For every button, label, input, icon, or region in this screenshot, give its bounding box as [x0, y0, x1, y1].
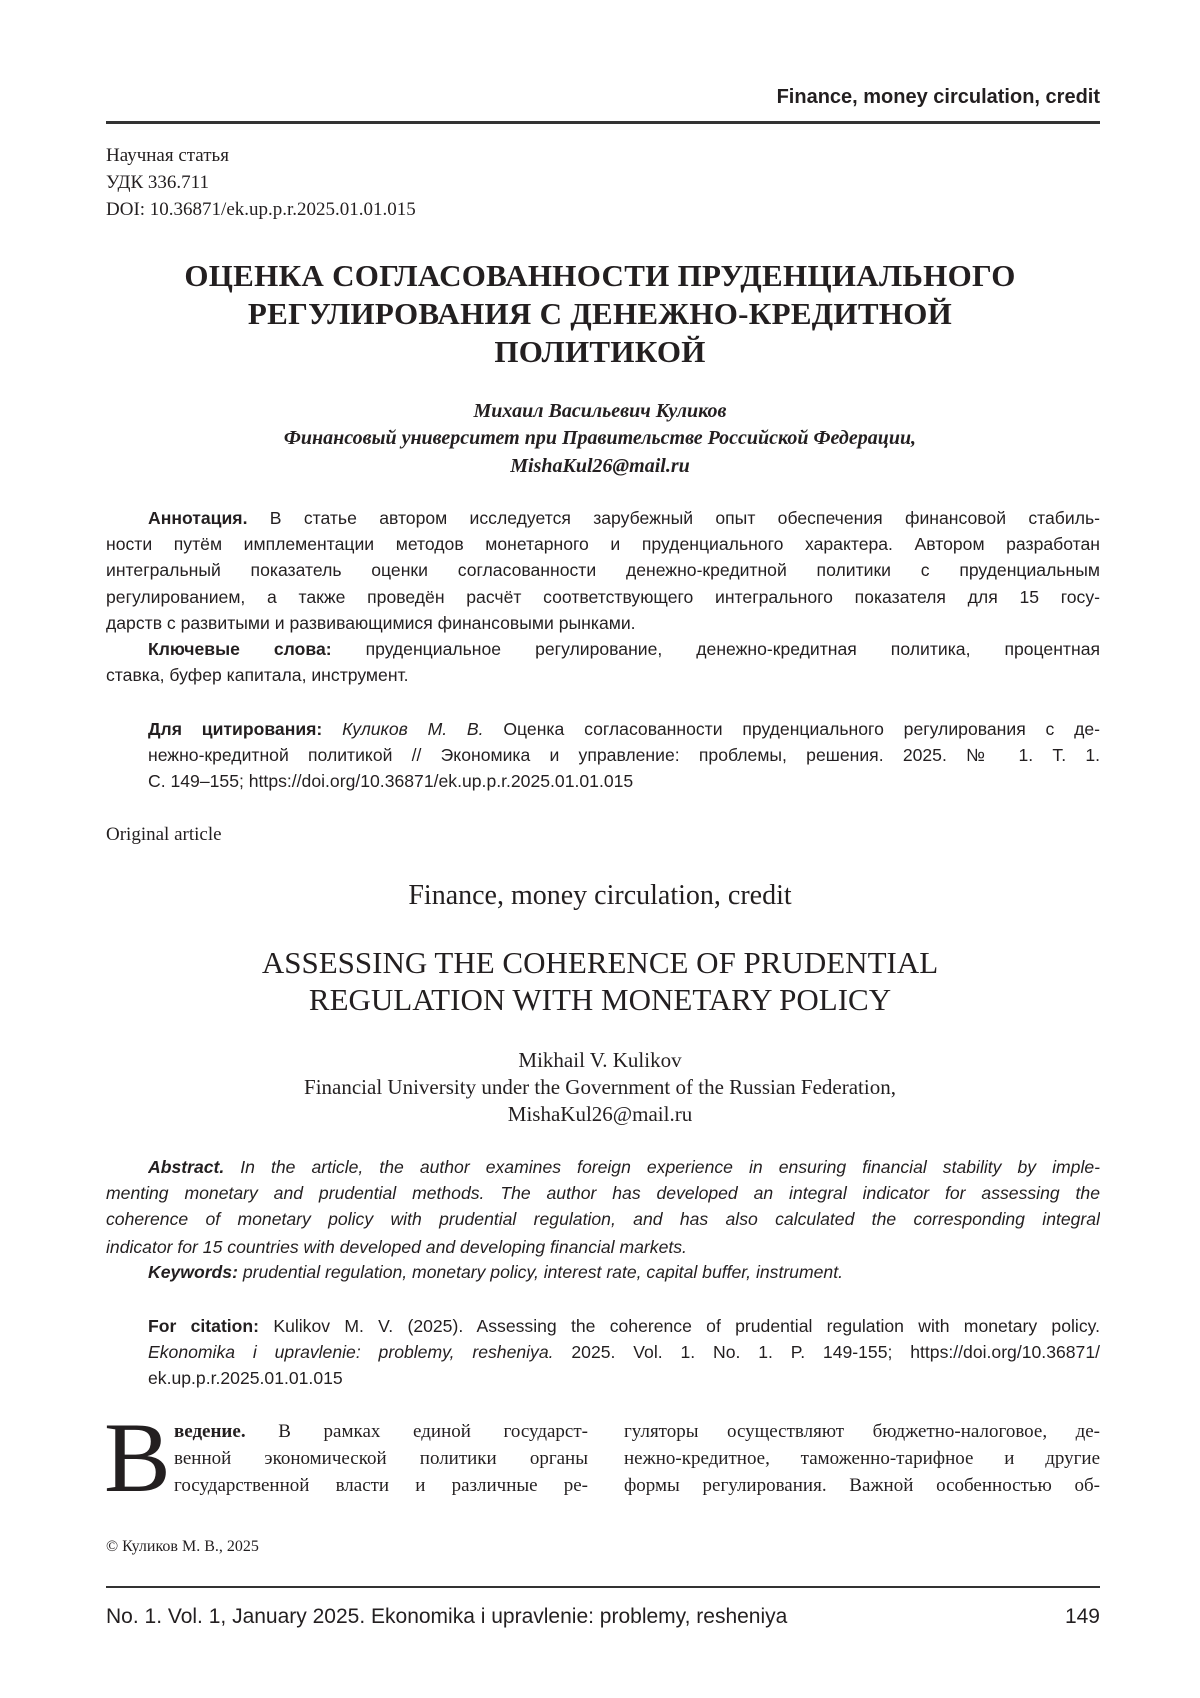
intro-left-line: венной экономической политики органы — [174, 1447, 588, 1471]
udc: УДК 336.711 — [106, 171, 209, 195]
annotation-line: интегральный показатель оценки согласованности денежно-кредитной политики с пруденциальным — [106, 558, 1100, 582]
annotation-line — [148, 506, 1100, 530]
annotation-line: дарств с развитыми и развивающимися финансовыми рынками. — [106, 611, 636, 635]
drop-cap: В — [104, 1408, 171, 1508]
intro-lead: ведение. — [174, 1421, 246, 1442]
keywords-ru-label: Ключевые слова: — [148, 639, 332, 659]
footer-journal: No. 1. Vol. 1, January 2025. Ekonomika i upravlenie: problemy, resheniya — [106, 1603, 787, 1631]
footer-rule — [106, 1586, 1100, 1588]
citation-ru-line: нежно-кредитной политикой // Экономика и управление: проблемы, решения. 2025. № 1. Т. 1. — [148, 743, 1100, 767]
citation-en-text[interactable]: 2025. Vol. 1. No. 1. P. 149-155; https://doi.org/10.36871/ — [571, 1342, 1100, 1362]
abstract-line: indicator for 15 countries with developed and developing financial markets. — [106, 1235, 687, 1259]
keywords-en-text: prudential regulation, monetary policy, interest rate, capital buffer, instrument. — [243, 1262, 843, 1282]
annotation-line: ности путём имплементации методов монетарного и пруденциального характера. Автором разработан — [106, 532, 1100, 556]
copyright: © Куликов М. В., 2025 — [106, 1535, 259, 1559]
keywords-ru-line: ставка, буфер капитала, инструмент. — [106, 663, 409, 687]
title-ru-line: ОЦЕНКА СОГЛАСОВАННОСТИ ПРУДЕНЦИАЛЬНОГО — [0, 258, 1200, 294]
author-affiliation-en: Financial University under the Government of the Russian Federation, — [0, 1075, 1200, 1099]
doi: DOI: 10.36871/ek.up.p.r.2025.01.01.015 — [106, 198, 416, 222]
title-ru-line: ПОЛИТИКОЙ — [0, 334, 1200, 370]
citation-ru-author: Куликов М. В. — [342, 719, 484, 739]
citation-en-label: For citation: — [148, 1316, 259, 1336]
author-email-ru[interactable]: MishaKul26@mail.ru — [0, 454, 1200, 478]
intro-left-line: государственной власти и различные ре- — [174, 1474, 588, 1498]
running-header: Finance, money circulation, credit — [777, 86, 1100, 109]
author-email-en[interactable]: MishaKul26@mail.ru — [0, 1102, 1200, 1126]
section-en: Finance, money circulation, credit — [0, 880, 1200, 912]
intro-left-line — [174, 1420, 588, 1444]
citation-en-text: Kulikov M. V. (2025). Assessing the coherence of prudential regulation with monetary policy. — [273, 1316, 1100, 1336]
keywords-ru-line — [148, 637, 1100, 661]
annotation-text: В статье автором исследуется зарубежный опыт обеспечения финансовой стабиль- — [270, 508, 1100, 528]
article-type: Научная статья — [106, 144, 229, 168]
intro-text: В рамках единой государст- — [278, 1421, 588, 1442]
annotation-line: регулированием, а также проведён расчёт соответствующего интегрального показателя для 15 госу- — [106, 585, 1100, 609]
header-rule — [106, 121, 1100, 124]
author-name-ru: Михаил Васильевич Куликов — [0, 399, 1200, 423]
abstract-line: menting monetary and prudential methods. The author has developed an integral indicator for assessing the — [106, 1181, 1100, 1205]
abstract-text: In the article, the author examines foreign experience in ensuring financial stability by imple- — [240, 1157, 1100, 1177]
citation-en-journal: Ekonomika i upravlenie: problemy, resheniya. — [148, 1342, 554, 1362]
abstract-line: coherence of monetary policy with prudential regulation, and has also calculated the corresponding integral — [106, 1207, 1100, 1231]
annotation-label: Аннотация. — [148, 508, 247, 528]
title-en-line: ASSESSING THE COHERENCE OF PRUDENTIAL — [0, 945, 1200, 981]
title-en-line: REGULATION WITH MONETARY POLICY — [0, 982, 1200, 1018]
page-number: 149 — [1065, 1603, 1100, 1631]
citation-en-line[interactable]: ek.up.p.r.2025.01.01.015 — [148, 1366, 343, 1390]
abstract-line — [148, 1155, 1100, 1179]
keywords-en-line — [148, 1260, 843, 1284]
citation-ru-line — [148, 717, 1100, 741]
article-type-en: Original article — [106, 823, 222, 847]
citation-en-line — [148, 1340, 1100, 1364]
citation-ru-label: Для цитирования: — [148, 719, 322, 739]
keywords-ru-text: пруденциальное регулирование, денежно-кредитная политика, процентная — [366, 639, 1100, 659]
intro-right-line: нежно-кредитное, таможенно-тарифное и другие — [624, 1447, 1100, 1471]
title-ru-line: РЕГУЛИРОВАНИЯ С ДЕНЕЖНО-КРЕДИТНОЙ — [0, 296, 1200, 332]
citation-ru-text: Оценка согласованности пруденциального регулирования с де- — [503, 719, 1100, 739]
author-affiliation-ru: Финансовый университет при Правительстве Российской Федерации, — [0, 426, 1200, 450]
citation-ru-line[interactable]: С. 149–155; https://doi.org/10.36871/ek.up.p.r.2025.01.01.015 — [148, 769, 633, 793]
author-name-en: Mikhail V. Kulikov — [0, 1048, 1200, 1072]
citation-en-line — [148, 1314, 1100, 1338]
intro-right-line: гуляторы осуществляют бюджетно-налоговое, де- — [624, 1420, 1100, 1444]
intro-right-line: формы регулирования. Важной особенностью об- — [624, 1474, 1100, 1498]
keywords-en-label: Keywords: — [148, 1262, 238, 1282]
abstract-label: Abstract. — [148, 1157, 224, 1177]
